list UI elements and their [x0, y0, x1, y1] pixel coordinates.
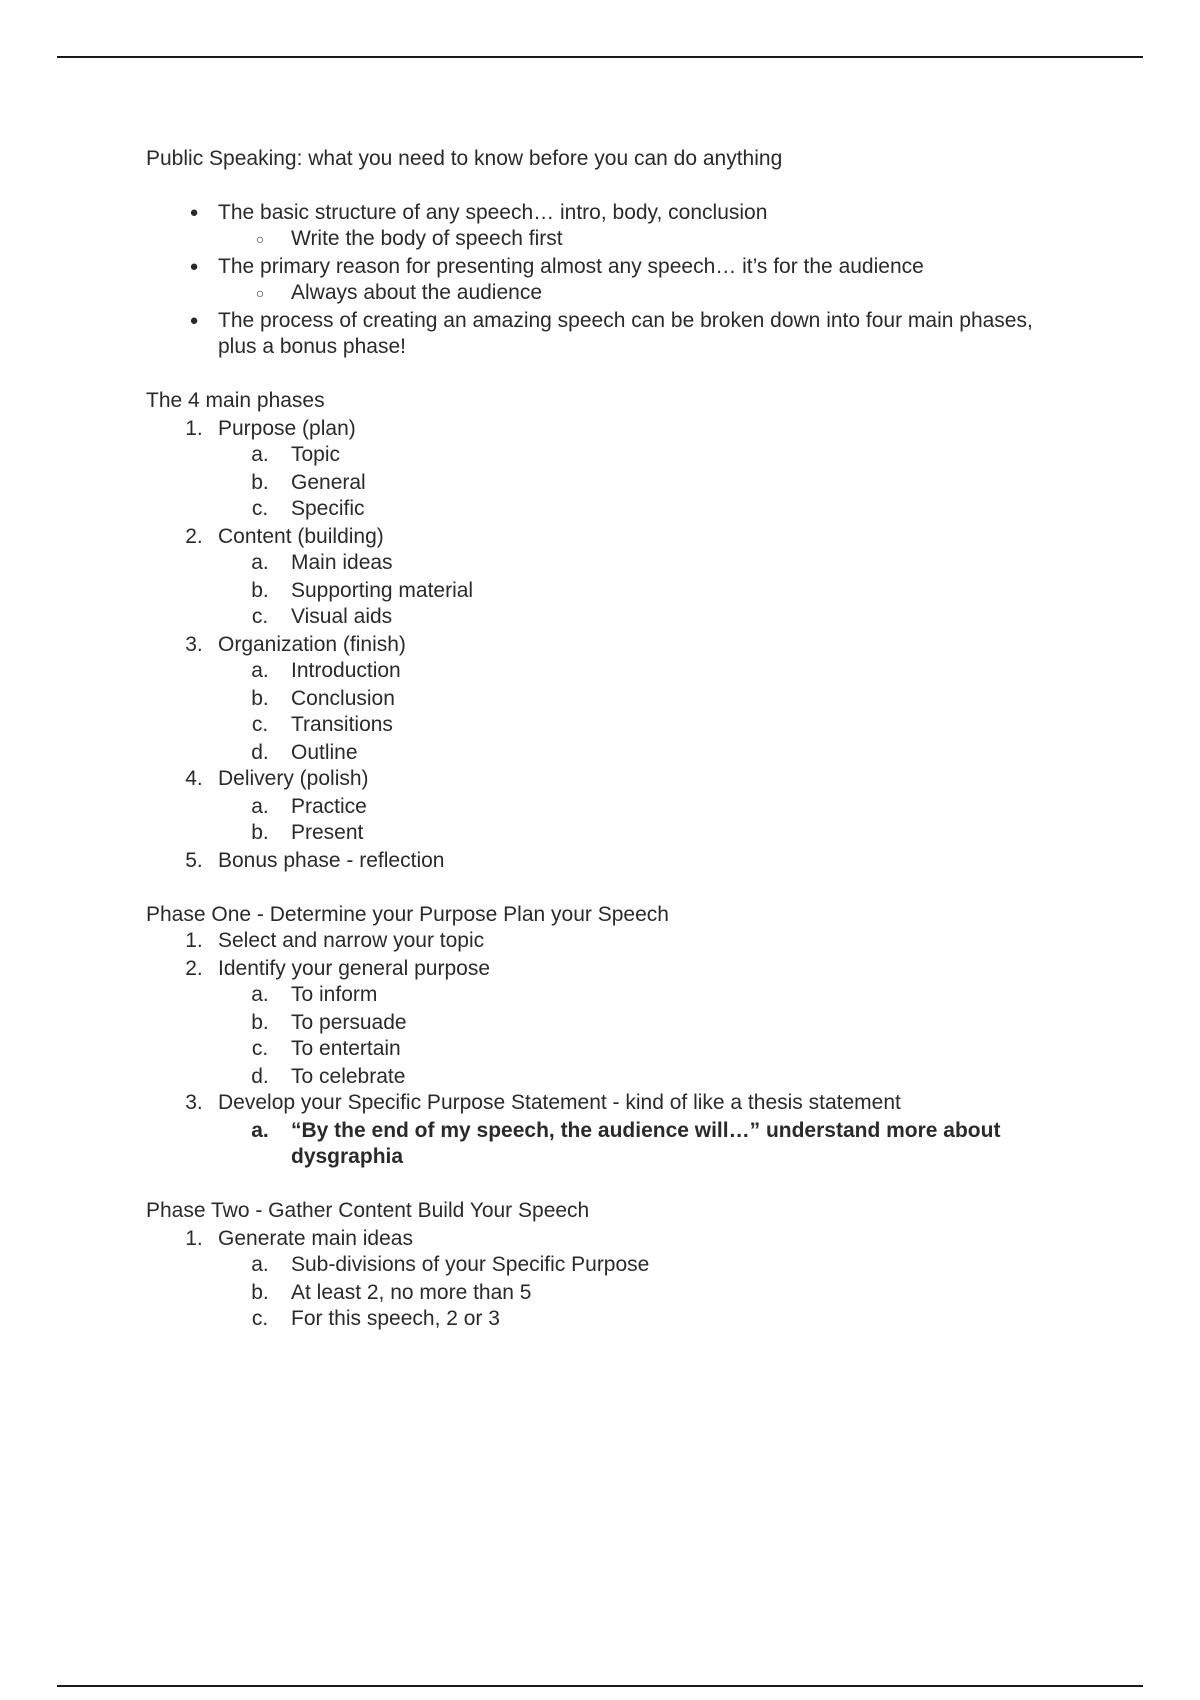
- bullet-mark: ○: [255, 231, 265, 247]
- phase-two-heading: Phase Two - Gather Content Build Your Speech: [146, 1199, 590, 1222]
- bullet-mark: ●: [189, 258, 199, 275]
- phase-one-heading: Phase One - Determine your Purpose Plan your Speech: [146, 903, 669, 926]
- bullet-mark: ●: [189, 312, 199, 329]
- bullet-mark: ●: [189, 204, 199, 221]
- phases-heading: The 4 main phases: [146, 389, 325, 412]
- top-rule: [57, 56, 1143, 58]
- intro-heading: Public Speaking: what you need to know before you can do anything: [146, 147, 783, 170]
- bottom-rule: [57, 1685, 1143, 1687]
- bullet-mark: ○: [255, 285, 265, 301]
